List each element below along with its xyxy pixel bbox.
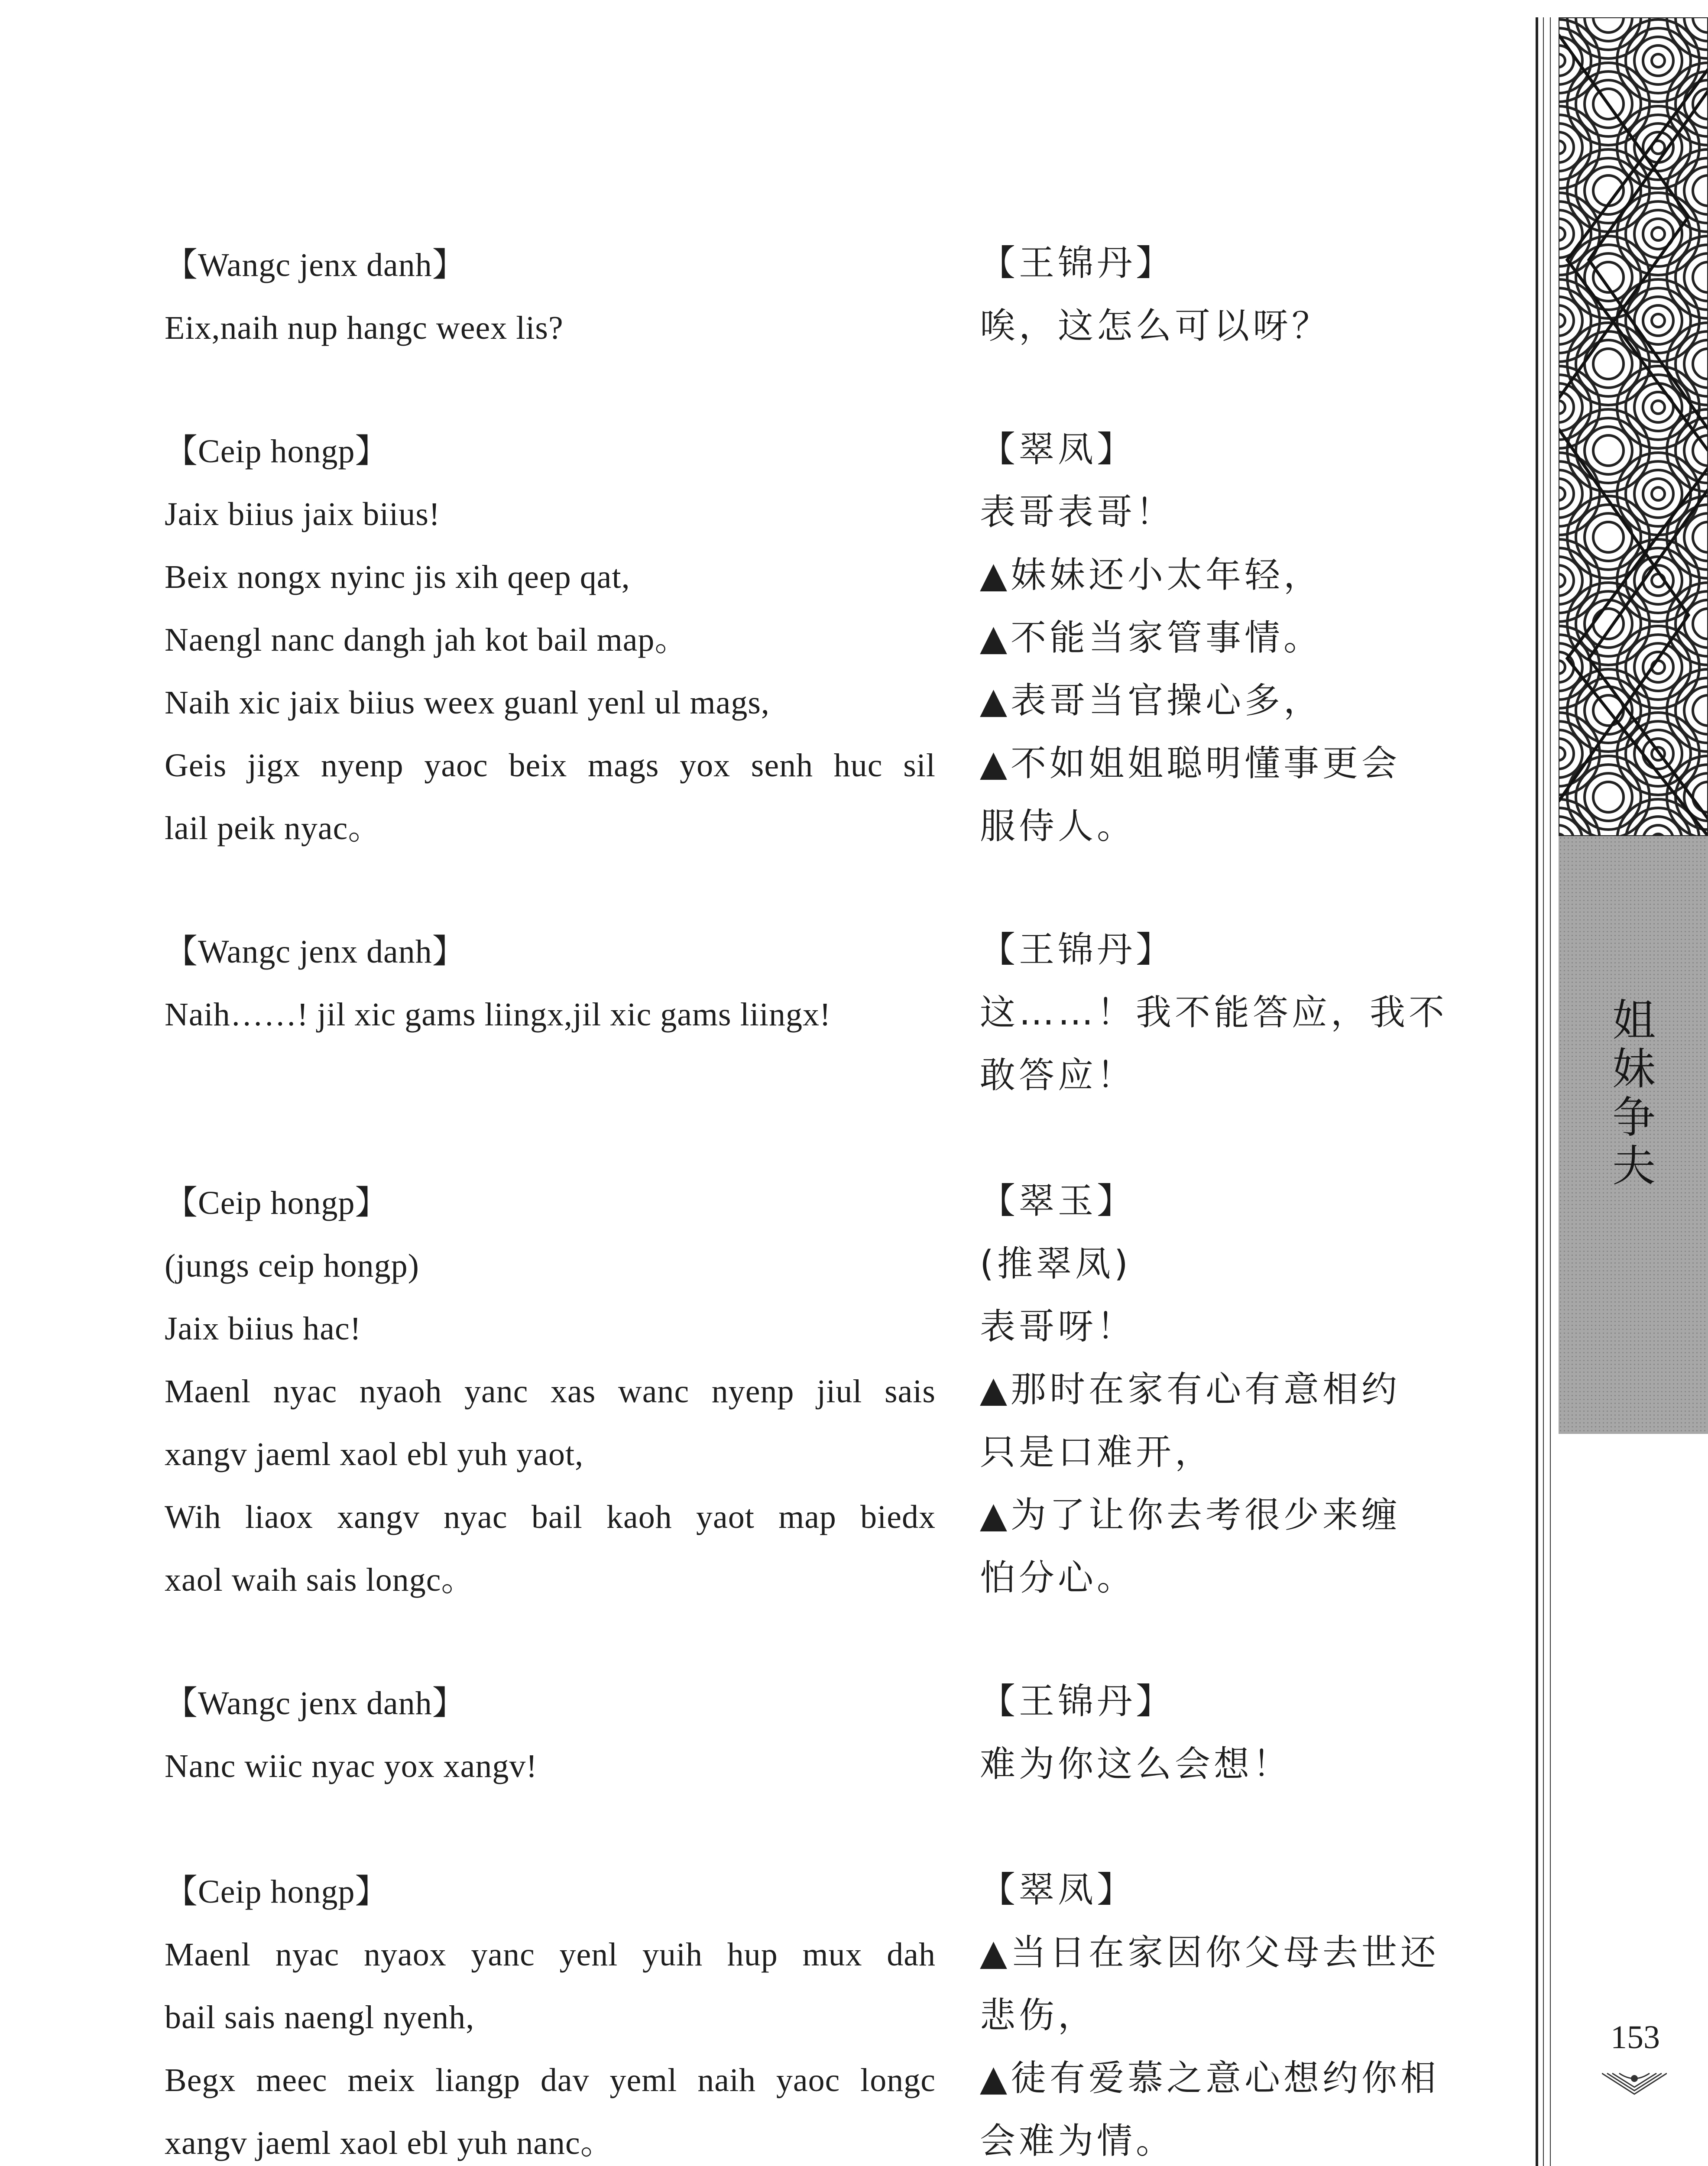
- speaker-label: 【王锦丹】: [980, 1681, 1175, 1722]
- page-number: 153: [1611, 2019, 1660, 2056]
- margin-rule: [1536, 17, 1538, 2166]
- speaker-label: 【翠玉】: [980, 1180, 1136, 1222]
- dialogue-line: Jaix biius hac!: [165, 1310, 362, 1347]
- title-char: 争: [1612, 1092, 1656, 1143]
- dialogue-line: Naengl nanc dangh jah kot bail map。: [165, 622, 688, 658]
- dialogue-line: xangv jaeml xaol ebl yuh nanc。: [165, 2125, 614, 2161]
- speaker-label: 【Wangc jenx danh】: [165, 1685, 466, 1722]
- dialogue-line: 这……！我不能答应，我不: [980, 992, 1448, 1033]
- dialogue-line: 只是口难开，: [980, 1432, 1214, 1473]
- dialogue-line: 敢答应！: [980, 1055, 1136, 1096]
- stage-direction: (推翠凤): [980, 1243, 1131, 1284]
- dialogue-line: Beix nongx nyinc jis xih qeep qat,: [165, 559, 630, 595]
- dialogue-line: Naih……! jil xic gams liingx,jil xic gams liingx!: [165, 996, 831, 1033]
- speaker-label: 【Wangc jenx danh】: [165, 247, 466, 283]
- stage-direction: (jungs ceip hongp): [165, 1248, 419, 1284]
- dialogue-line: 唉，这怎么可以呀？: [980, 305, 1331, 347]
- speaker-label: 【Ceip hongp】: [165, 433, 389, 470]
- dialogue-line: ▲妹妹还小太年轻，: [980, 554, 1323, 596]
- dialogue-line: 怕分心。: [980, 1557, 1136, 1599]
- dialogue-line: ▲不如姐姐聪明懂事更会: [980, 743, 1401, 784]
- dialogue-line: Maenl nyac nyaox yanc yenl yuih hup mux dah: [165, 1936, 936, 1973]
- dialogue-line: 表哥呀！: [980, 1306, 1136, 1347]
- dialogue-line: Eix,naih nup hangc weex lis?: [165, 310, 564, 346]
- dialogue-line: 服侍人。: [980, 806, 1136, 847]
- dialogue-line: Geis jigx nyenp yaoc beix mags yox senh huc sil: [165, 747, 936, 784]
- wave-pattern-ornament: [1559, 17, 1708, 836]
- right-block-4: [980, 1170, 1456, 1609]
- left-block-4: [165, 1172, 936, 1612]
- margin-rule-thin: [1543, 17, 1544, 2166]
- dialogue-line: xangv jaeml xaol ebl yuh yaot,: [165, 1436, 584, 1472]
- speaker-label: 【Ceip hongp】: [165, 1185, 389, 1221]
- left-block-5: [165, 1672, 936, 1798]
- dialogue-line: ▲为了让你去考很少来缠: [980, 1495, 1401, 1536]
- dialogue-line: Nanc wiic nyac yox xangv!: [165, 1748, 538, 1784]
- left-block-1: [165, 234, 936, 360]
- speaker-label: 【王锦丹】: [980, 929, 1175, 970]
- left-block-2: [165, 420, 936, 860]
- speaker-label: 【Wangc jenx danh】: [165, 934, 466, 970]
- title-char: 妹: [1612, 1044, 1656, 1094]
- speaker-label: 【翠凤】: [980, 1869, 1136, 1910]
- dialogue-line: xaol waih sais longc。: [165, 1562, 475, 1598]
- title-char: 姐: [1612, 995, 1656, 1046]
- dialogue-line: Wih liaox xangv nyac bail kaoh yaot map biedx: [165, 1499, 936, 1535]
- title-char: 夫: [1612, 1141, 1656, 1191]
- dialogue-line: ▲那时在家有心有意相约: [980, 1369, 1401, 1410]
- page-number-ornament: [1602, 2071, 1667, 2097]
- dialogue-line: 会难为情。: [980, 2121, 1175, 2162]
- right-block-3: [980, 918, 1456, 1107]
- right-block-2: [980, 418, 1456, 858]
- dialogue-line: ▲当日在家因你父母去世还: [980, 1932, 1440, 1973]
- vertical-book-title: [1608, 996, 1660, 1190]
- right-block-5: [980, 1670, 1456, 1796]
- left-block-6: [165, 1861, 936, 2166]
- speaker-label: 【Ceip hongp】: [165, 1874, 389, 1910]
- dialogue-line: 难为你这么会想！: [980, 1744, 1292, 1785]
- right-block-1: [980, 232, 1456, 357]
- speaker-label: 【王锦丹】: [980, 243, 1175, 284]
- dialogue-line: bail sais naengl nyenh,: [165, 1999, 475, 2036]
- dialogue-line: 悲伤，: [980, 1995, 1097, 2036]
- dialogue-line: Maenl nyac nyaoh yanc xas wanc nyenp jiul sais: [165, 1373, 936, 1410]
- right-block-6: [980, 1858, 1456, 2166]
- speaker-label: 【翠凤】: [980, 429, 1136, 470]
- dialogue-line: ▲不能当家管事情。: [980, 617, 1323, 658]
- margin-rule-thin: [1550, 17, 1551, 2166]
- dialogue-line: ▲表哥当官操心多，: [980, 680, 1323, 721]
- dialogue-line: Jaix biius jaix biius!: [165, 496, 441, 532]
- dialogue-line: Naih xic jaix biius weex guanl yenl ul mags,: [165, 684, 770, 721]
- dialogue-line: lail peik nyac。: [165, 810, 382, 846]
- dialogue-line: 表哥表哥！: [980, 492, 1175, 533]
- left-block-3: [165, 921, 936, 1046]
- dialogue-line: ▲徒有爱慕之意心想约你相: [980, 2058, 1440, 2099]
- dialogue-line: Begx meec meix liangp dav yeml naih yaoc longc: [165, 2062, 936, 2098]
